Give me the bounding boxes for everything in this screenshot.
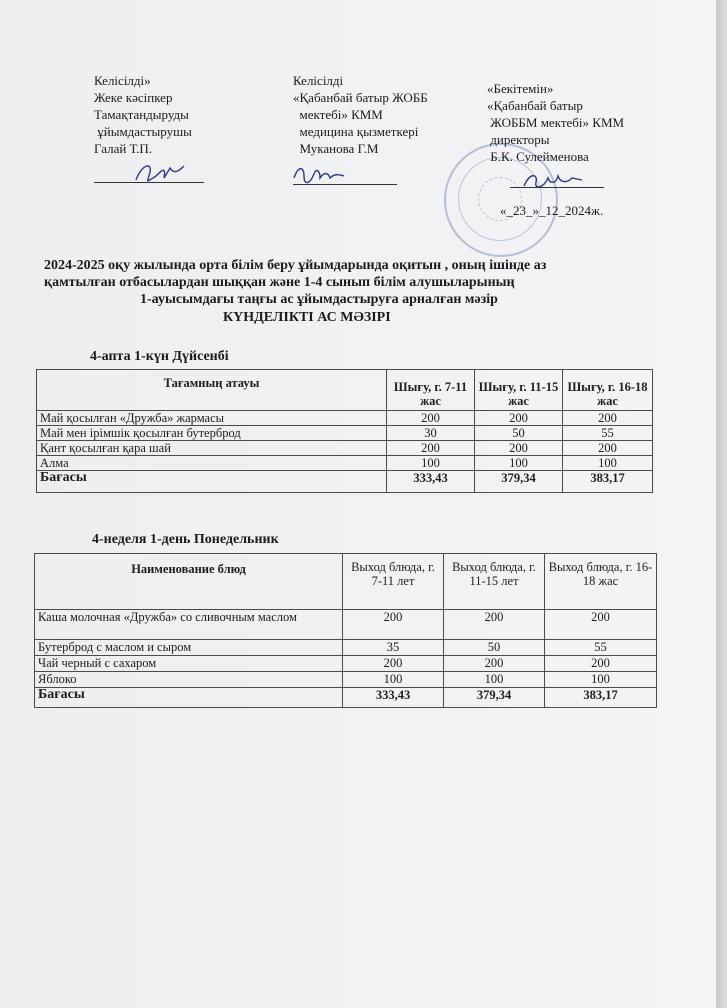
kz-header-dish: Тағамның атауы xyxy=(37,370,387,411)
kz-menu-table xyxy=(36,369,653,493)
heading-line1: 2024-2025 оқу жылында орта білім беру ұйымдарында оқитын , оның ішінде аз xyxy=(44,258,547,273)
approval-date: «_23_»_12_2024ж. xyxy=(500,203,604,218)
kz-header-11-15: Шығу, г. 11-15 жас xyxy=(475,370,563,411)
approval-nurse-line3: мектебі» КММ xyxy=(293,107,383,122)
table-row xyxy=(35,656,657,672)
price-16-18: 383,17 xyxy=(545,688,657,708)
table-row xyxy=(35,640,657,656)
portion-7-11: 100 xyxy=(387,456,475,471)
kz-header-7-11: Шығу, г. 7-11 жас xyxy=(387,370,475,411)
approval-director-line5: Б.К. Сулейменова xyxy=(487,149,589,164)
portion-16-18: 200 xyxy=(563,441,653,456)
approval-director-line4: директоры xyxy=(487,132,550,147)
portion-11-15: 50 xyxy=(475,426,563,441)
dish-name: Май мен ірімшік қосылған бутерброд xyxy=(37,426,387,441)
price-11-15: 379,34 xyxy=(444,688,545,708)
approval-director-line3: ЖОББМ мектебі» КММ xyxy=(487,115,625,130)
approval-block-nurse xyxy=(293,72,473,157)
signature-nurse xyxy=(290,160,350,188)
ru-header-16-18: Выход блюда, г. 16-18 жас xyxy=(545,554,657,610)
approval-director-line2: «Қабанбай батыр xyxy=(487,98,583,113)
portion-7-11: 30 xyxy=(387,426,475,441)
approval-caterer-line1: Келісілді» xyxy=(94,73,151,88)
portion-16-18: 100 xyxy=(545,672,657,688)
table-row xyxy=(37,426,653,441)
portion-11-15: 100 xyxy=(475,456,563,471)
portion-16-18: 200 xyxy=(563,411,653,426)
ru-header-11-15: Выход блюда, г. 11-15 лет xyxy=(444,554,545,610)
portion-16-18: 200 xyxy=(545,656,657,672)
approval-block-director xyxy=(487,80,687,165)
price-label: Бағасы xyxy=(35,688,343,708)
table-row xyxy=(37,411,653,426)
kz-table-header-row xyxy=(37,370,653,411)
approval-caterer-line3: Тамақтандыруды xyxy=(94,107,189,122)
dish-name: Алма xyxy=(37,456,387,471)
approval-director-line1: «Бекітемін» xyxy=(487,81,554,96)
price-label: Бағасы xyxy=(37,471,387,493)
portion-16-18: 55 xyxy=(563,426,653,441)
portion-7-11: 200 xyxy=(387,411,475,426)
kz-day-title: 4-апта 1-күн Дүйсенбі xyxy=(90,349,229,364)
portion-11-15: 200 xyxy=(475,441,563,456)
dish-name: Каша молочная «Дружба» со сливочным маслом xyxy=(35,610,343,640)
portion-11-15: 200 xyxy=(444,610,545,640)
dish-name: Май қосылған «Дружба» жармасы xyxy=(37,411,387,426)
portion-7-11: 200 xyxy=(343,610,444,640)
portion-11-15: 200 xyxy=(475,411,563,426)
portion-7-11: 200 xyxy=(343,656,444,672)
approval-block-caterer xyxy=(94,72,244,157)
kz-header-16-18: Шығу, г. 16-18 жас xyxy=(563,370,653,411)
ru-table-header-row xyxy=(35,554,657,610)
dish-name: Бутерброд с маслом и сыром xyxy=(35,640,343,656)
approval-nurse-line2: «Қабанбай батыр ЖОББ xyxy=(293,90,428,105)
portion-11-15: 100 xyxy=(444,672,545,688)
ru-day-title: 4-неделя 1-день Понедельник xyxy=(92,532,279,547)
portion-16-18: 100 xyxy=(563,456,653,471)
price-11-15: 379,34 xyxy=(475,471,563,493)
table-row xyxy=(35,672,657,688)
table-row xyxy=(35,610,657,640)
portion-11-15: 200 xyxy=(444,656,545,672)
dish-name: Яблоко xyxy=(35,672,343,688)
page-edge xyxy=(716,0,727,1008)
price-16-18: 383,17 xyxy=(563,471,653,493)
heading-line3: 1-ауысымдағы таңғы ас ұйымдастыруға арналған мәзір xyxy=(140,292,498,307)
ru-menu-table xyxy=(34,553,657,708)
heading-line2: қамтылған отбасылардан шыққан және 1-4 сынып білім алушыларының xyxy=(44,275,515,290)
price-row xyxy=(37,471,653,493)
dish-name: Чай черный с сахаром xyxy=(35,656,343,672)
price-7-11: 333,43 xyxy=(343,688,444,708)
portion-16-18: 200 xyxy=(545,610,657,640)
portion-7-11: 200 xyxy=(387,441,475,456)
ru-header-dish: Наименование блюд xyxy=(35,554,343,610)
heading-line4: КҮНДЕЛІКТІ АС МӘЗІРІ xyxy=(223,310,391,325)
approval-nurse-line4: медицина қызметкері xyxy=(293,124,419,139)
portion-7-11: 35 xyxy=(343,640,444,656)
approval-caterer-line5: Галай Т.П. xyxy=(94,141,153,156)
approval-caterer-line2: Жеке кәсіпкер xyxy=(94,90,173,105)
portion-11-15: 50 xyxy=(444,640,545,656)
table-row xyxy=(37,456,653,471)
price-7-11: 333,43 xyxy=(387,471,475,493)
dish-name: Қант қосылған қара шай xyxy=(37,441,387,456)
approval-nurse-line1: Келісілді xyxy=(293,73,344,88)
portion-16-18: 55 xyxy=(545,640,657,656)
signature-caterer xyxy=(130,158,190,188)
portion-7-11: 100 xyxy=(343,672,444,688)
ru-header-7-11: Выход блюда, г. 7-11 лет xyxy=(343,554,444,610)
table-row xyxy=(37,441,653,456)
approval-caterer-line4: ұйымдастырушы xyxy=(94,124,192,139)
signature-director xyxy=(520,168,590,194)
price-row xyxy=(35,688,657,708)
approval-nurse-line5: Муканова Г.М xyxy=(293,141,379,156)
